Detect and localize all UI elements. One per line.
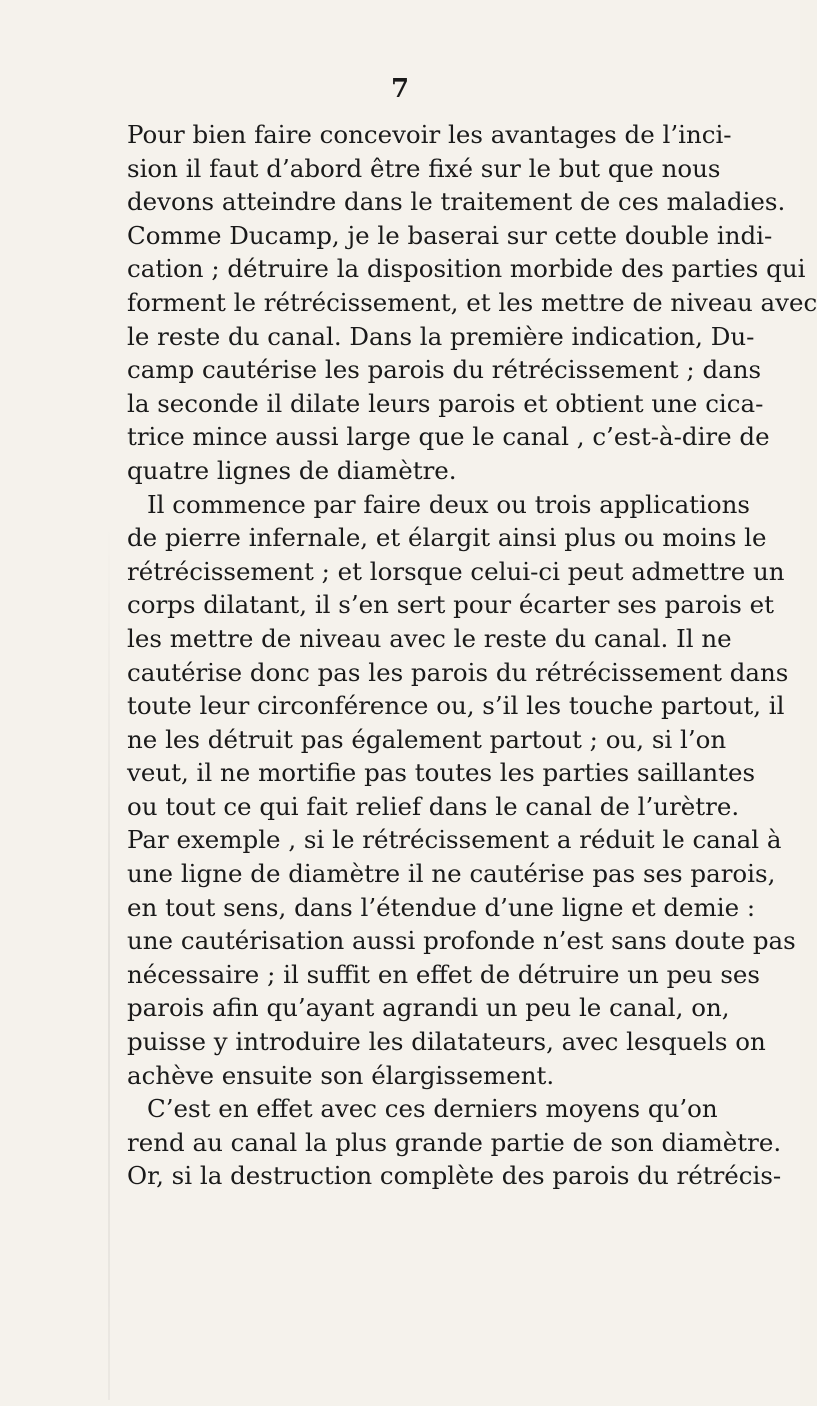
text-line: une ligne de diamètre il ne cautérise pas ses parois, (127, 859, 776, 889)
text-line: en tout sens, dans l’étendue d’une ligne et demie : (127, 892, 756, 922)
text-line: le reste du canal. Dans la première indication, Du- (127, 321, 755, 351)
text-line: sion il faut d’abord être fixé sur le but que nous (127, 153, 721, 183)
text-line: puisse y introduire les dilatateurs, avec lesquels on (127, 1027, 766, 1057)
text-line: Comme Ducamp, je le baserai sur cette double indi- (127, 220, 773, 250)
text-line: ne les détruit pas également partout ; ou, si l’on (127, 724, 727, 754)
page-edge-shadow (108, 520, 110, 1400)
text-line: la seconde il dilate leurs parois et obtient une cica- (127, 388, 764, 418)
text-line: corps dilatant, il s’en sert pour écarter ses parois et (127, 590, 774, 620)
paragraph-start-line: Il commence par faire deux ou trois applications (147, 489, 750, 519)
text-line: cation ; détruire la disposition morbide des parties qui (127, 254, 806, 284)
text-line: rend au canal la plus grande partie de son diamètre. (127, 1127, 782, 1157)
text-line: Par exemple , si le rétrécissement a réduit le canal à (127, 825, 782, 855)
text-line: nécessaire ; il suffit en effet de détruire un peu ses (127, 959, 760, 989)
text-line: parois afin qu’ayant agrandi un peu le canal, on, (127, 993, 730, 1023)
text-line: une cautérisation aussi profonde n’est sans doute pas (127, 926, 796, 956)
paragraph-end-line: achève ensuite son élargissement. (127, 1060, 555, 1090)
text-line: veut, il ne mortifie pas toutes les parties saillantes (127, 758, 756, 788)
body-text (127, 118, 817, 1193)
paragraph-start-line: C’est en effet avec ces derniers moyens qu’on (147, 1094, 718, 1124)
text-line: cautérise donc pas les parois du rétrécissement dans (127, 657, 789, 687)
text-line: de pierre infernale, et élargit ainsi plus ou moins le (127, 523, 767, 553)
text-line: Pour bien faire concevoir les avantages de l’inci- (127, 120, 732, 149)
text-line: camp cautérise les parois du rétrécissement ; dans (127, 355, 762, 385)
text-line: devons atteindre dans le traitement de ces maladies. (127, 187, 786, 217)
text-line: trice mince aussi large que le canal , c’est-à-dire de (127, 422, 770, 452)
text-line: toute leur circonférence ou, s’il les touche partout, il (127, 691, 785, 721)
text-line: forment le rétrécissement, et les mettre de niveau avec (127, 287, 817, 317)
text-line: rétrécissement ; et lorsque celui-ci peut admettre un (127, 556, 785, 586)
text-line: les mettre de niveau avec le reste du canal. Il ne (127, 623, 732, 653)
text-line: Or, si la destruction complète des parois du rétrécis- (127, 1161, 782, 1191)
page-number: 7 (390, 74, 410, 104)
text-line: ou tout ce qui fait relief dans le canal de l’urètre. (127, 791, 740, 821)
paragraph-end-line: quatre lignes de diamètre. (127, 455, 457, 485)
